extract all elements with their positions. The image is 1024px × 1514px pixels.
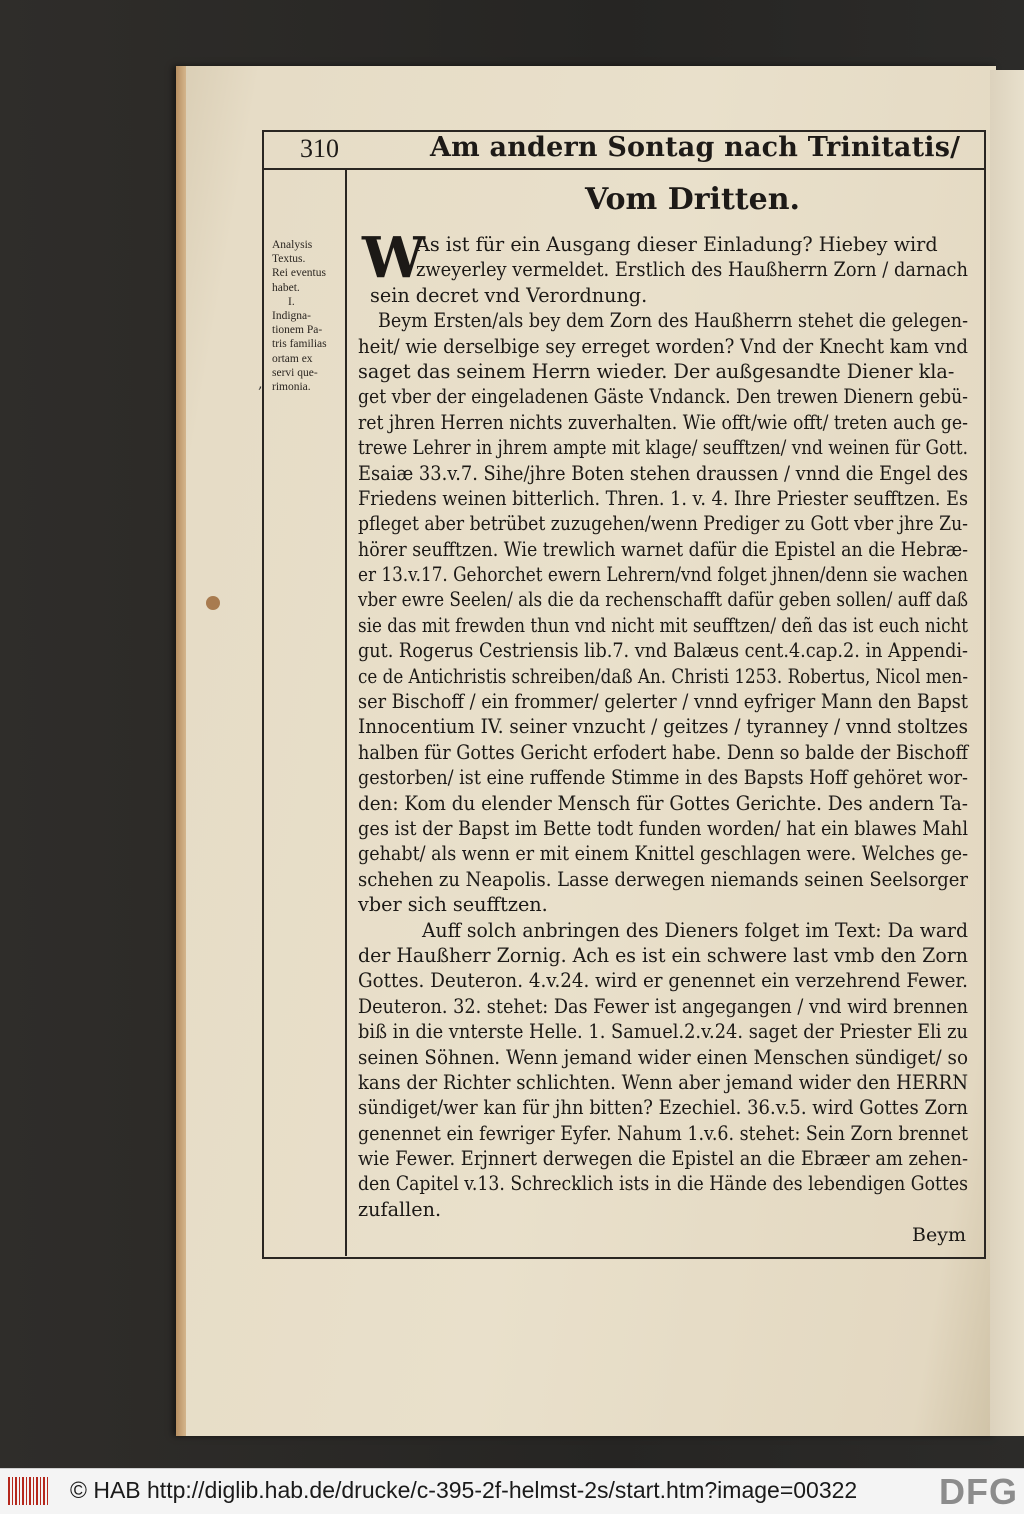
text-line: kans der Richter schlichten. Wenn aber jemand wider den HERRN	[358, 1070, 968, 1094]
source-url[interactable]: © HAB http://diglib.hab.de/drucke/c-395-2f-helmst-2s/start.htm?image=00322	[70, 1477, 858, 1503]
margin-note-line: tris familias	[272, 338, 327, 351]
text-line: genennet ein fewriger Eyfer. Nahum 1.v.6. stehet: Sein Zorn brennet	[358, 1121, 968, 1145]
text-line: sie das mit frewden thun vnd nicht mit seufftzen/ deñ das ist euch nicht	[358, 613, 968, 637]
text-line: der Haußherr Zornig. Ach es ist ein schwere last vmb den Zorn	[358, 943, 968, 967]
text-line: wie Fewer. Erjnnert derwegen die Epistel an die Ebræer am zehen-	[358, 1147, 968, 1171]
paper-stain	[206, 596, 220, 610]
text-line: zufallen.	[358, 1197, 442, 1221]
margin-note-line: ortam ex	[272, 352, 313, 365]
dfg-logo: DFG	[939, 1471, 1018, 1512]
text-line: Auff solch anbringen des Dieners folget im Text: Da ward	[422, 918, 968, 942]
text-line: biß in die vnterste Helle. 1. Samuel.2.v.24. saget der Priester Eli zu	[358, 1020, 968, 1044]
margin-note-line: rimonia.	[272, 381, 311, 394]
text-line: vber sich seufftzen.	[358, 893, 548, 917]
text-line: Esaiæ 33.v.7. Sihe/jhre Boten stehen draussen / vnnd die Engel des	[358, 461, 968, 485]
text-line: seinen Söhnen. Wenn jemand wider einen Menschen sündiget/ so	[358, 1045, 968, 1069]
text-line: Friedens weinen bitterlich. Thren. 1. v. 4. Ihre Priester seufftzen. Es	[358, 486, 968, 510]
text-line: gehabt/ als wenn er mit einem Knittel geschlagen were. Welches ge-	[358, 842, 968, 866]
text-line: gut. Rogerus Cestriensis lib.7. vnd Balæus cent.4.cap.2. in Appendi-	[358, 639, 968, 663]
margin-note-line: Textus.	[272, 253, 306, 266]
margin-mark: ‚	[258, 376, 263, 392]
running-title: Am andern Sontag nach Trinitatis/	[430, 132, 961, 163]
body-text	[358, 225, 968, 1222]
text-line: trewe Lehrer in jhrem ampte mit klage/ seufftzen/ vnd weinen für Gott.	[358, 436, 968, 460]
text-line: halben für Gottes Gericht erfodert habe. Denn so balde der Bischoff	[358, 740, 968, 764]
text-line: sein decret vnd Verordnung.	[370, 283, 648, 307]
barcode-icon	[8, 1477, 48, 1505]
text-line: heit/ wie derselbige sey erreget worden? Vnd der Knecht kam vnd	[358, 334, 968, 358]
margin-notes	[272, 238, 344, 394]
page-number: 310	[300, 134, 339, 163]
text-line: ce de Antichristis schreiben/daß An. Christi 1253. Robertus, Nicol men-	[358, 664, 968, 688]
text-line: As ist für ein Ausgang dieser Einladung? Hiebey wird	[416, 233, 938, 256]
section-heading: Vom Dritten.	[585, 182, 800, 217]
text-line: pfleget aber betrübet zuzugehen/wenn Prediger zu Gott vber jhre Zu-	[358, 512, 968, 536]
text-line: vber ewre Seelen/ als die da rechenschafft dafür geben sollen/ auff daß	[358, 588, 968, 612]
text-line: Beym Ersten/als bey dem Zorn des Haußherrn stehet die gelegen-	[378, 309, 968, 333]
catchword: Beym	[912, 1224, 966, 1246]
text-line: er 13.v.17. Gehorchet ewern Lehrern/vnd folget jhnen/denn sie wachen	[358, 563, 968, 587]
margin-note-line: servi que-	[272, 366, 318, 379]
margin-note-line: habet.	[272, 281, 300, 294]
text-line: saget das seinem Herrn wieder. Der außgesandte Diener kla-	[358, 359, 955, 383]
text-line: Deuteron. 32. stehet: Das Fewer ist angegangen / vnd wird brennen	[358, 994, 968, 1018]
margin-note-line: Indigna-	[272, 310, 311, 323]
text-line: zweyerley vermeldet. Erstlich des Haußherrn Zorn / darnach	[416, 258, 968, 282]
text-line: den Capitel v.13. Schrecklich ists in die Hände des lebendigen Gottes	[358, 1172, 968, 1196]
text-line: gestorben/ ist eine ruffende Stimme in des Bapsts Hoff gehöret wor-	[358, 766, 968, 790]
header-rule	[262, 168, 984, 170]
text-line: hörer seufftzen. Wie trewlich warnet dafür die Epistel an die Hebræ-	[358, 537, 968, 561]
margin-note-line: I.	[288, 295, 295, 308]
text-line: den: Kom du elender Mensch für Gottes Gerichte. Des andern Ta-	[358, 791, 968, 815]
text-line: sündiget/wer kan für jhn bitten? Ezechiel. 36.v.5. wird Gottes Zorn	[358, 1096, 968, 1120]
text-line: schehen zu Neapolis. Lasse derwegen niemands seinen Seelsorger	[358, 867, 968, 891]
text-line: ser Bischoff / ein frommer/ gelerter / vnnd eyfriger Mann den Bapst	[358, 690, 968, 714]
text-line: ret jhren Herren nichts zuverhalten. Wie offt/wie offt/ treten auch ge-	[358, 410, 968, 434]
text-line: Innocentium IV. seiner vnzucht / geitzes / tyranney / vnnd stoltzes	[358, 715, 968, 739]
text-line: Gottes. Deuteron. 4.v.24. wird er genennet ein verzehrend Fewer.	[358, 969, 968, 993]
margin-note-line: tionem Pa-	[272, 324, 323, 337]
viewer-footer	[0, 1468, 1024, 1514]
text-line: get vber der eingeladenen Gäste Vndanck. Den trewen Dienern gebü-	[358, 385, 968, 409]
margin-note-line: Analysis	[272, 239, 313, 251]
margin-note-line: Rei eventus	[272, 267, 326, 280]
drop-cap: W	[362, 225, 425, 291]
margin-column-rule	[345, 170, 347, 1256]
text-line: ges ist der Bapst im Bette todt funden worden/ hat ein blawes Mahl	[358, 816, 968, 840]
